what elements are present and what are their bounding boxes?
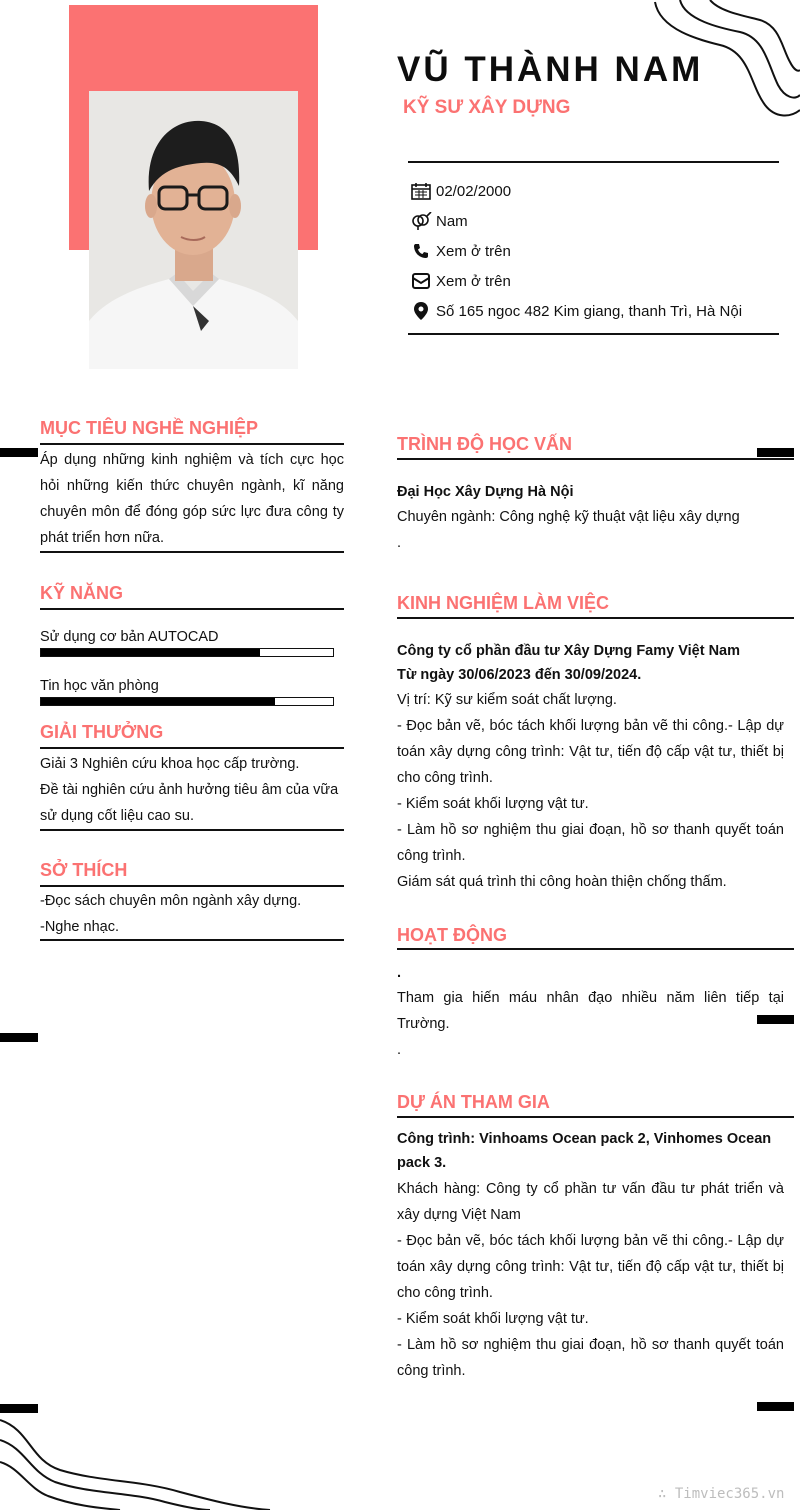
- awards-heading: GIẢI THƯỞNG: [40, 722, 164, 742]
- skill-fill: [41, 698, 275, 705]
- education-heading: TRÌNH ĐỘ HỌC VẤN: [397, 434, 572, 454]
- projects-line: Khách hàng: Công ty cổ phần tư vấn đầu tư phát triển và xây dựng Việt Nam: [397, 1181, 784, 1223]
- email-value: Xem ở trên: [436, 272, 511, 290]
- skills-heading: KỸ NĂNG: [40, 583, 124, 603]
- job-title: KỸ SƯ XÂY DỰNG: [403, 97, 571, 118]
- projects-line: - Kiểm soát khối lượng vật tư.: [397, 1311, 589, 1327]
- skill-bar: [40, 648, 334, 657]
- divider: [40, 608, 344, 610]
- gender-icon: [410, 211, 432, 231]
- divider: [40, 443, 344, 445]
- contact-list: [410, 176, 780, 326]
- candidate-name: VŨ THÀNH NAM: [397, 50, 704, 89]
- edge-marker: [757, 448, 794, 457]
- divider: [40, 829, 344, 831]
- contact-birthdate: [410, 176, 780, 206]
- divider: [397, 1116, 794, 1118]
- contact-gender: [410, 206, 780, 236]
- profile-photo: [89, 91, 298, 369]
- contact-address: [410, 296, 780, 326]
- avatar-illustration: [89, 91, 298, 369]
- hobbies-line: -Nghe nhạc.: [40, 919, 119, 935]
- birthdate-value: 02/02/2000: [436, 182, 512, 200]
- education-note: .: [397, 535, 402, 551]
- activities-heading: HOẠT ĐỘNG: [397, 925, 507, 945]
- experience-company: Công ty cổ phần đầu tư Xây Dựng Famy Việt Nam: [397, 643, 741, 659]
- skill-fill: [41, 649, 260, 656]
- address-value: Số 165 ngoc 482 Kim giang, thanh Trì, Hà Nội: [436, 302, 743, 320]
- contact-phone: [410, 236, 780, 266]
- skill-bar: [40, 697, 334, 706]
- hobbies-line: -Đọc sách chuyên môn ngành xây dựng.: [40, 893, 302, 909]
- edge-marker: [757, 1402, 794, 1411]
- divider: [40, 885, 344, 887]
- experience-line: Giám sát quá trình thi công hoàn thiện chống thấm.: [397, 874, 727, 890]
- activities-note: .: [397, 1042, 402, 1058]
- divider: [408, 161, 779, 163]
- divider: [40, 551, 344, 553]
- calendar-icon: [410, 181, 432, 201]
- projects-line: - Đọc bản vẽ, bóc tách khối lượng bản vẽ thi công.- Lập dự toán xây dựng công trình: Vật tư, tiến độ cấp vật tư, thiết bị cho công trình.: [397, 1233, 784, 1301]
- edge-marker: [0, 1404, 38, 1413]
- swirl-bottom-decoration: [0, 1410, 280, 1510]
- phone-value: Xem ở trên: [436, 242, 511, 260]
- hobbies-heading: SỞ THÍCH: [40, 860, 128, 880]
- divider: [397, 617, 794, 619]
- projects-title: Công trình: Vinhoams Ocean pack 2, Vinhomes Ocean pack 3.: [397, 1131, 772, 1171]
- edge-marker: [0, 448, 38, 457]
- skill-label: Tin học văn phòng: [40, 678, 159, 694]
- watermark: ∴ Timviec365.vn: [658, 1486, 785, 1502]
- activities-text: Tham gia hiến máu nhân đạo nhiều năm liên tiếp tại Trường.: [397, 990, 784, 1032]
- divider: [408, 333, 779, 335]
- experience-line: - Đọc bản vẽ, bóc tách khối lượng bản vẽ thi công.- Lập dự toán xây dựng công trình: Vật tư, tiến độ cấp vật tư, thiết bị cho công trình.: [397, 718, 784, 786]
- experience-period: Từ ngày 30/06/2023 đến 30/09/2024.: [397, 667, 642, 683]
- education-school: Đại Học Xây Dựng Hà Nội: [397, 484, 574, 500]
- skill-label: Sử dụng cơ bản AUTOCAD: [40, 629, 219, 645]
- gender-value: Nam: [436, 212, 468, 230]
- activities-title: .: [397, 965, 402, 981]
- email-icon: [410, 271, 432, 291]
- objective-text: Áp dụng những kinh nghiệm và tích cực học hỏi những kiến thức chuyên ngành, kĩ năng chuyên môn để đóng góp sức lực đưa công ty phát triển hơn nữa.: [40, 452, 344, 546]
- experience-line: - Kiểm soát khối lượng vật tư.: [397, 796, 589, 812]
- contact-email: [410, 266, 780, 296]
- projects-line: - Làm hồ sơ nghiệm thu giai đoạn, hồ sơ thanh quyết toán công trình.: [397, 1337, 784, 1379]
- phone-icon: [410, 241, 432, 261]
- edge-marker: [0, 1033, 38, 1042]
- divider: [397, 458, 794, 460]
- divider: [397, 948, 794, 950]
- divider: [40, 747, 344, 749]
- awards-line: Giải 3 Nghiên cứu khoa học cấp trường.: [40, 756, 300, 772]
- education-major: Chuyên ngành: Công nghệ kỹ thuật vật liệu xây dựng: [397, 509, 740, 525]
- location-icon: [410, 301, 432, 321]
- projects-heading: DỰ ÁN THAM GIA: [397, 1092, 550, 1112]
- objective-heading: MỤC TIÊU NGHỀ NGHIỆP: [40, 418, 259, 438]
- experience-line: Vị trí: Kỹ sư kiểm soát chất lượng.: [397, 692, 617, 708]
- experience-line: - Làm hồ sơ nghiệm thu giai đoạn, hồ sơ thanh quyết toán công trình.: [397, 822, 784, 864]
- divider: [40, 939, 344, 941]
- awards-line: Đề tài nghiên cứu ảnh hưởng tiêu âm của vữa sử dụng cốt liệu cao su.: [40, 782, 339, 824]
- experience-heading: KINH NGHIỆM LÀM VIỆC: [397, 593, 610, 613]
